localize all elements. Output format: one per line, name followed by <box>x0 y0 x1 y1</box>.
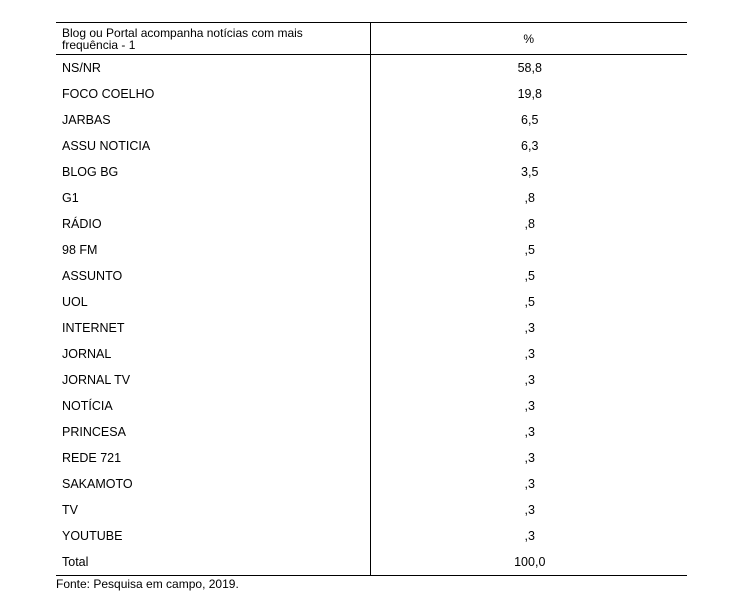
row-value: 19,8 <box>517 87 542 101</box>
row-label: REDE 721 <box>56 445 370 471</box>
row-value: ,5 <box>524 269 535 283</box>
row-value: ,3 <box>524 373 535 387</box>
row-label: TV <box>56 497 370 523</box>
table-row <box>56 315 687 341</box>
table-row <box>56 211 687 237</box>
table-body <box>56 55 687 576</box>
row-value: ,3 <box>524 425 535 439</box>
column-header-percent: % <box>523 31 535 46</box>
row-label: SAKAMOTO <box>56 471 370 497</box>
table-row <box>56 263 687 289</box>
table-row <box>56 497 687 523</box>
table-row <box>56 445 687 471</box>
table-row <box>56 523 687 549</box>
table-row <box>56 133 687 159</box>
row-label: 98 FM <box>56 237 370 263</box>
row-value: ,3 <box>524 321 535 335</box>
row-value: ,3 <box>524 451 535 465</box>
row-value: ,3 <box>524 529 535 543</box>
row-value: ,5 <box>524 295 535 309</box>
table-row <box>56 237 687 263</box>
table-row <box>56 289 687 315</box>
table-row <box>56 185 687 211</box>
row-label: NOTÍCIA <box>56 393 370 419</box>
table-row <box>56 107 687 133</box>
row-value: 6,5 <box>521 113 539 127</box>
row-label: YOUTUBE <box>56 523 370 549</box>
table-row <box>56 81 687 107</box>
table-row <box>56 367 687 393</box>
row-label: Total <box>56 549 370 576</box>
row-label: NS/NR <box>56 55 370 82</box>
row-value: ,8 <box>524 191 535 205</box>
row-value: ,3 <box>524 503 535 517</box>
row-label: FOCO COELHO <box>56 81 370 107</box>
row-value: 6,3 <box>521 139 539 153</box>
row-value: ,5 <box>524 243 535 257</box>
row-label: INTERNET <box>56 315 370 341</box>
table-row <box>56 471 687 497</box>
row-label: UOL <box>56 289 370 315</box>
row-label: ASSU NOTICIA <box>56 133 370 159</box>
table-total-row <box>56 549 687 576</box>
row-label: JARBAS <box>56 107 370 133</box>
table-row <box>56 159 687 185</box>
row-value: 100,0 <box>370 549 687 576</box>
row-label: JORNAL TV <box>56 367 370 393</box>
column-header-label: Blog ou Portal acompanha notícias com mais frequência - 1 <box>56 23 370 55</box>
row-value: 3,5 <box>521 165 539 179</box>
row-label: G1 <box>56 185 370 211</box>
source-note: Fonte: Pesquisa em campo, 2019. <box>56 577 239 591</box>
table-row <box>56 419 687 445</box>
row-value: ,8 <box>524 217 535 231</box>
table-row <box>56 393 687 419</box>
data-table-container <box>56 22 687 576</box>
row-label: JORNAL <box>56 341 370 367</box>
row-label: PRINCESA <box>56 419 370 445</box>
row-value: ,3 <box>524 477 535 491</box>
row-label: RÁDIO <box>56 211 370 237</box>
row-label: ASSUNTO <box>56 263 370 289</box>
table-row <box>56 341 687 367</box>
table-header-row <box>56 23 687 55</box>
row-value: 58,8 <box>517 61 542 75</box>
row-label: BLOG BG <box>56 159 370 185</box>
data-table <box>56 22 687 576</box>
row-value: ,3 <box>524 399 535 413</box>
row-value: ,3 <box>524 347 535 361</box>
table-row <box>56 55 687 82</box>
